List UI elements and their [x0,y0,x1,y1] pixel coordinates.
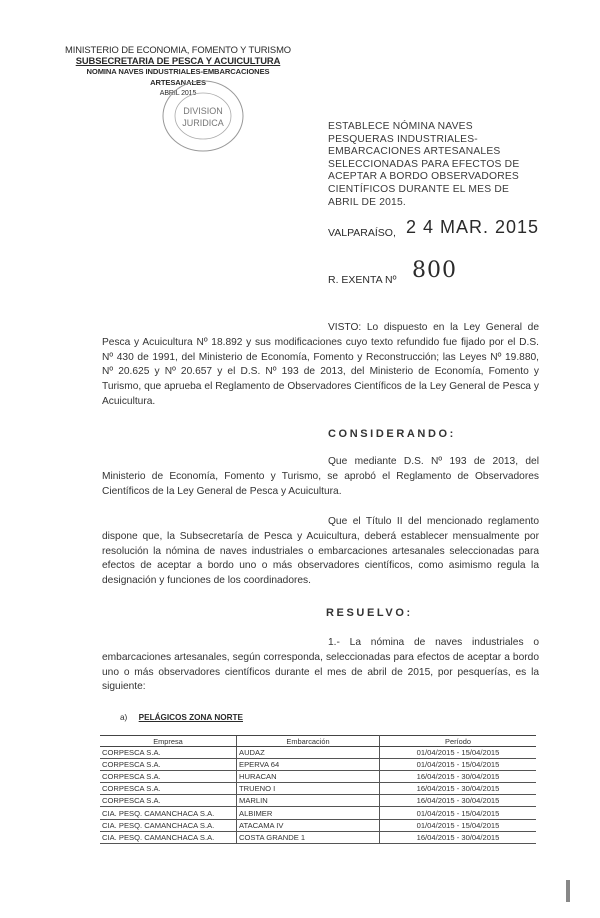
cell-embarcacion: ALBIMER [237,807,380,819]
table-row [100,831,536,843]
column-header-periodo: Período [380,736,537,747]
cell-empresa: CORPESCA S.A. [100,759,237,771]
cell-embarcacion: HURACAN [237,771,380,783]
considerando-paragraph-1: Que mediante D.S. Nº 193 de 2013, del Ministerio de Economía, Fomento y Turismo, se aprobó el Reglamento de Observadores Científicos de la Ley General de Pesca y Acuicultura. [102,456,539,497]
resuelvo-paragraph-1: 1.- La nómina de naves industriales o embarcaciones artesanales, según corresponda, seleccionadas para efectos de aceptar a bordo uno o más observadores científicos durante el mes de abril de 2015, por pesquerías, es la siguiente: [102,637,539,693]
cell-periodo: 01/04/2015 - 15/04/2015 [380,747,537,759]
cell-empresa: CIA. PESQ. CAMANCHACA S.A. [100,819,237,831]
cell-periodo: 01/04/2015 - 15/04/2015 [380,807,537,819]
cell-empresa: CORPESCA S.A. [100,747,237,759]
cell-embarcacion: EPERVA 64 [237,759,380,771]
table-header-row [100,736,536,747]
section-heading [120,713,243,722]
document-title: ESTABLECE NÓMINA NAVES PESQUERAS INDUSTRIALES-EMBARCACIONES ARTESANALES SELECCIONADAS PARA EFECTOS DE ACEPTAR A BORDO OBSERVADORES CIENTÍFICOS DURANTE EL MES DE ABRIL DE 2015. [328,121,520,208]
table-row [100,783,536,795]
division-juridica-stamp [160,76,246,154]
stamp-line1: DIVISION [183,106,223,116]
section-title: PELÁGICOS ZONA NORTE [138,713,243,722]
cell-embarcacion: MARLIN [237,795,380,807]
vessel-table [100,735,536,844]
considerando-heading: CONSIDERANDO: [328,428,456,440]
cell-empresa: CIA. PESQ. CAMANCHACA S.A. [100,831,237,843]
cell-empresa: CORPESCA S.A. [100,783,237,795]
table-row [100,807,536,819]
section-letter: a) [120,713,128,722]
resolution-label: R. EXENTA Nº [328,274,397,286]
cell-periodo: 16/04/2015 - 30/04/2015 [380,831,537,843]
cell-empresa: CORPESCA S.A. [100,795,237,807]
cell-periodo: 16/04/2015 - 30/04/2015 [380,783,537,795]
cell-empresa: CIA. PESQ. CAMANCHACA S.A. [100,807,237,819]
column-header-empresa: Empresa [100,736,237,747]
table-row [100,759,536,771]
cell-embarcacion: TRUENO I [237,783,380,795]
place-label: VALPARAÍSO, [328,227,396,239]
resolution-number: 800 [412,258,457,283]
subsecretaria-name: SUBSECRETARIA DE PESCA Y ACUICULTURA [75,55,281,66]
resuelvo-heading: RESUELVO: [326,607,413,619]
cell-embarcacion: AUDAZ [237,747,380,759]
table-row [100,771,536,783]
cell-empresa: CORPESCA S.A. [100,771,237,783]
stamp-line2: JURIDICA [182,118,224,128]
considerando-paragraph-2: Que el Título II del mencionado reglamento dispone que, la Subsecretaría de Pesca y Acuicultura, deberá establecer mensualmente por resolución la nómina de naves industriales o embarcaciones artesanales seleccionadas para efectos de aceptar a bordo uno o más observadores científicos, como asimismo regula la designación y funciones de los coordinadores. [102,516,539,587]
table-row [100,795,536,807]
cell-embarcacion: ATACAMA IV [237,819,380,831]
column-header-embarcacion: Embarcación [237,736,380,747]
subject-line: NOMINA NAVES INDUSTRIALES-EMBARCACIONES ARTESANALES [86,67,270,87]
scan-mark [566,880,570,902]
cell-embarcacion: COSTA GRANDE 1 [237,831,380,843]
period-line: ABRIL 2015 [159,90,197,97]
document-date: 2 4 MAR. 2015 [406,217,540,237]
table-row [100,747,536,759]
table-row [100,819,536,831]
cell-periodo: 16/04/2015 - 30/04/2015 [380,771,537,783]
cell-periodo: 01/04/2015 - 15/04/2015 [380,819,537,831]
ministry-name: MINISTERIO DE ECONOMIA, FOMENTO Y TURISMO [65,44,291,55]
cell-periodo: 01/04/2015 - 15/04/2015 [380,759,537,771]
cell-periodo: 16/04/2015 - 30/04/2015 [380,795,537,807]
visto-paragraph: VISTO: Lo dispuesto en la Ley General de Pesca y Acuicultura Nº 18.892 y sus modificaciones cuyo texto refundido fue fijado por el D.S. Nº 430 de 1991, del Ministerio de Economía, Fomento y Reconstrucción; las Leyes Nº 19.880, Nº 20.625 y Nº 20.657 y el D.S. Nº 193 de 2013, del Ministerio de Economía, Fomento y Turismo, que aprueba el Reglamento de Observadores Científicos de la Ley General de Pesca y Acuicultura. [102,322,539,407]
